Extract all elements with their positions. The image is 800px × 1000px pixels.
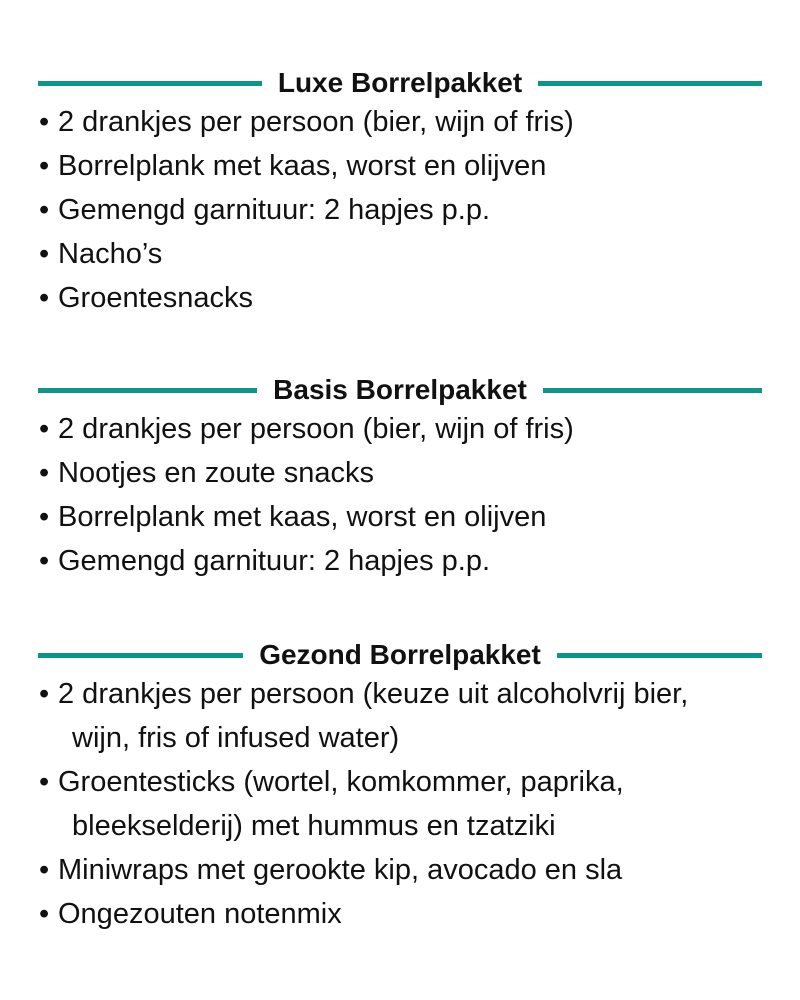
header-rule-left <box>38 653 243 658</box>
item-text-continuation: bleekselderij) met hummus en tzatziki <box>72 810 556 842</box>
bullet-icon: • <box>39 854 50 886</box>
bullet-icon: • <box>39 106 50 138</box>
section-basis-borrelpakket <box>38 373 762 583</box>
list-item <box>38 760 762 848</box>
item-list <box>38 407 762 583</box>
list-item <box>38 232 762 276</box>
item-list <box>38 100 762 320</box>
item-text: Gemengd garnituur: 2 hapjes p.p. <box>58 545 491 577</box>
bullet-icon: • <box>39 898 50 930</box>
bullet-icon: • <box>39 678 50 710</box>
section-title: Basis Borrelpakket <box>273 374 527 405</box>
item-text: Borrelplank met kaas, worst en olijven <box>58 501 547 533</box>
item-text: 2 drankjes per persoon (bier, wijn of fris) <box>58 413 574 445</box>
bullet-icon: • <box>39 457 50 489</box>
item-text: Ongezouten notenmix <box>58 898 342 930</box>
bullet-icon: • <box>39 413 50 445</box>
section-luxe-borrelpakket <box>38 66 762 320</box>
item-text: 2 drankjes per persoon (bier, wijn of fris) <box>58 106 574 138</box>
section-gezond-borrelpakket <box>38 638 762 936</box>
bullet-icon: • <box>39 501 50 533</box>
header-rule-right <box>538 81 762 86</box>
bullet-icon: • <box>39 282 50 314</box>
item-text-continuation: wijn, fris of infused water) <box>72 722 400 754</box>
list-item <box>38 407 762 451</box>
header-rule-left <box>38 388 257 393</box>
list-item <box>38 100 762 144</box>
header-rule-left <box>38 81 262 86</box>
list-item <box>38 892 762 936</box>
section-title: Luxe Borrelpakket <box>277 67 523 98</box>
list-item <box>38 672 762 760</box>
section-header <box>38 66 762 100</box>
item-text: Nootjes en zoute snacks <box>58 457 374 489</box>
section-header <box>38 373 762 407</box>
bullet-icon: • <box>39 766 50 798</box>
bullet-icon: • <box>39 194 50 226</box>
list-item <box>38 495 762 539</box>
bullet-icon: • <box>39 238 50 270</box>
item-list <box>38 672 762 936</box>
header-rule-right <box>543 388 762 393</box>
bullet-icon: • <box>39 150 50 182</box>
item-text: Gemengd garnituur: 2 hapjes p.p. <box>58 194 491 226</box>
list-item <box>38 188 762 232</box>
section-header <box>38 638 762 672</box>
list-item <box>38 451 762 495</box>
section-title: Gezond Borrelpakket <box>259 639 541 670</box>
list-item <box>38 144 762 188</box>
list-item <box>38 276 762 320</box>
item-text: Nacho’s <box>58 238 163 270</box>
item-text: Borrelplank met kaas, worst en olijven <box>58 150 547 182</box>
item-text: Groentesnacks <box>58 282 254 314</box>
list-item <box>38 848 762 892</box>
header-rule-right <box>557 653 762 658</box>
item-text: 2 drankjes per persoon (keuze uit alcoholvrij bier, <box>58 678 689 710</box>
item-text: Groentesticks (wortel, komkommer, paprika, <box>58 766 624 798</box>
item-text: Miniwraps met gerookte kip, avocado en sla <box>58 854 623 886</box>
list-item <box>38 539 762 583</box>
bullet-icon: • <box>39 545 50 577</box>
